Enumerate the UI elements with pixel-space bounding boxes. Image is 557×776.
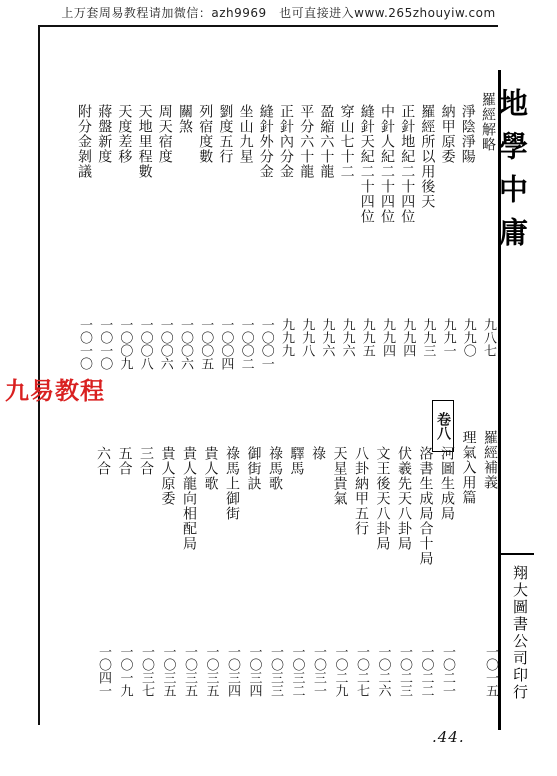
toc-entry-page: 一〇一五 (483, 645, 498, 697)
toc-entry-title: 祿 (310, 446, 326, 461)
toc-entry-page: 一〇〇六 (178, 318, 193, 370)
toc-entry-page: 一〇四一 (96, 645, 111, 697)
toc-entry-page: 一〇〇八 (137, 318, 153, 370)
toc-entry-title: 縫針外分金 (257, 104, 274, 179)
toc-entry-title: 天星貴氣 (331, 446, 348, 506)
toc-entry-page: 九九八 (299, 318, 315, 357)
toc-entry-title: 伏羲先天八卦局 (396, 446, 412, 551)
toc-entry-title: 平分六十龍 (298, 104, 315, 179)
toc-entry-title: 八卦納甲五行 (353, 446, 369, 536)
toc-entry-page: 一〇三七 (139, 645, 154, 697)
title-band-divider (498, 553, 534, 555)
toc-entry-title: 祿馬歌 (267, 446, 283, 491)
toc-entry-title: 淨陰淨陽 (459, 104, 476, 164)
toc-entry-page: 一〇〇五 (198, 318, 214, 370)
toc-entry-title: 盈縮六十龍 (318, 104, 335, 179)
toc-entry-page: 一〇一〇 (77, 318, 92, 370)
toc-entry-title: 理氣入用篇 (460, 430, 477, 505)
toc-entry-title: 周天宿度 (156, 104, 173, 164)
toc-entry-title: 坐山九星 (237, 104, 254, 164)
toc-entry-title: 御街訣 (245, 446, 262, 491)
toc-entry-title: 天地里程數 (136, 104, 153, 179)
toc-entry-page: 一〇二九 (332, 645, 348, 697)
toc-entry-title: 劉度五行 (217, 104, 234, 164)
toc-entry-page: 一〇〇六 (157, 318, 173, 370)
toc-entry-page: 九九六 (319, 318, 335, 357)
toc-entry-page: 一〇〇二 (238, 318, 254, 370)
toc-entry-title: 天度差移 (116, 104, 133, 164)
toc-entry-title: 正針地紀二十四位 (399, 104, 416, 224)
toc-entry-title: 列宿度數 (197, 104, 214, 164)
toc-entry-page: 一〇三四 (246, 645, 262, 697)
toc-entry-title: 貴人龍向相配局 (181, 446, 197, 551)
toc-entry-title: 中針人紀二十四位 (379, 104, 395, 224)
toc-entry-page: 一〇〇四 (218, 318, 234, 370)
toc-entry-title: 貴人歌 (202, 446, 219, 491)
toc-entry-page: 九九六 (339, 318, 355, 357)
watermark-banner: 上万套周易教程请加微信：azh9969 也可直接进入www.265zhouyiw.com (61, 6, 496, 20)
toc-entry-page: 九九四 (380, 318, 395, 357)
toc-entry-page: 九九一 (440, 318, 456, 357)
toc-entry-title: 羅經解略 (480, 92, 496, 152)
toc-entry-page: 一〇二一 (440, 645, 455, 697)
toc-entry-page: 九八七 (481, 318, 496, 357)
toc-entry-page: 一〇三五 (160, 645, 176, 697)
toc-entry-page: 一〇二三 (397, 645, 412, 697)
toc-entry-title: 正針內分金 (278, 104, 294, 179)
toc-entry-page: 一〇三三 (268, 645, 283, 697)
toc-entry-title: 祿馬上御街 (224, 446, 240, 521)
toc-entry-title: 納甲原委 (439, 104, 456, 164)
toc-entry-title: 關煞 (177, 104, 193, 134)
toc-entry-page: 九九三 (420, 318, 436, 357)
toc-entry-title: 羅經補義 (482, 430, 498, 490)
toc-entry-title: 貴人原委 (159, 446, 176, 506)
volume-badge: 卷八 (432, 400, 454, 452)
toc-entry-page: 一〇〇九 (117, 318, 133, 370)
toc-entry-page: 一〇三五 (182, 645, 197, 697)
toc-entry-page: 九九四 (400, 318, 416, 357)
toc-entry-title: 六合 (95, 446, 111, 476)
toc-entry-page: 一〇二六 (375, 645, 391, 697)
publisher-name: 翔大圖書公司印行 (511, 565, 529, 701)
brand-watermark: 九易教程 (5, 377, 105, 405)
toc-entry-title: 驛馬 (288, 446, 305, 476)
toc-entry-title: 五合 (116, 446, 133, 476)
toc-entry-page: 一〇三五 (203, 645, 219, 697)
toc-entry-title: 穿山七十二 (338, 104, 355, 179)
toc-entry-page: 一〇二二 (418, 645, 434, 697)
toc-entry-title: 洛書生成局合十局 (417, 446, 434, 566)
book-title: 地學中庸 (495, 88, 529, 260)
toc-entry-page: 一〇二七 (354, 645, 369, 697)
toc-entry-page: 一〇一〇 (97, 318, 113, 370)
toc-entry-page: 九九〇 (460, 318, 476, 357)
toc-entry-page: 九九五 (359, 318, 375, 357)
toc-entry-title: 文王後天八卦局 (374, 446, 391, 551)
toc-entry-title: 附分金剝議 (76, 104, 92, 179)
toc-entry-title: 羅經所以用後天 (419, 104, 436, 209)
toc-entry-page: 九九九 (279, 318, 294, 357)
toc-entry-page: 一〇三四 (225, 645, 240, 697)
page-top-rule (38, 25, 498, 27)
toc-entry-page: 一〇三一 (311, 645, 326, 697)
toc-entry-page: 一〇〇一 (258, 318, 274, 370)
toc-entry-title: 縫針天紀二十四位 (358, 104, 375, 224)
page-number: .44. (432, 728, 465, 746)
toc-entry-page: 一〇三二 (289, 645, 305, 697)
toc-entry-title: 蔣盤新度 (96, 104, 113, 164)
toc-entry-title: 河圖生成局 (439, 446, 455, 521)
toc-entry-title: 三合 (138, 446, 154, 476)
toc-entry-page: 一〇一九 (117, 645, 133, 697)
